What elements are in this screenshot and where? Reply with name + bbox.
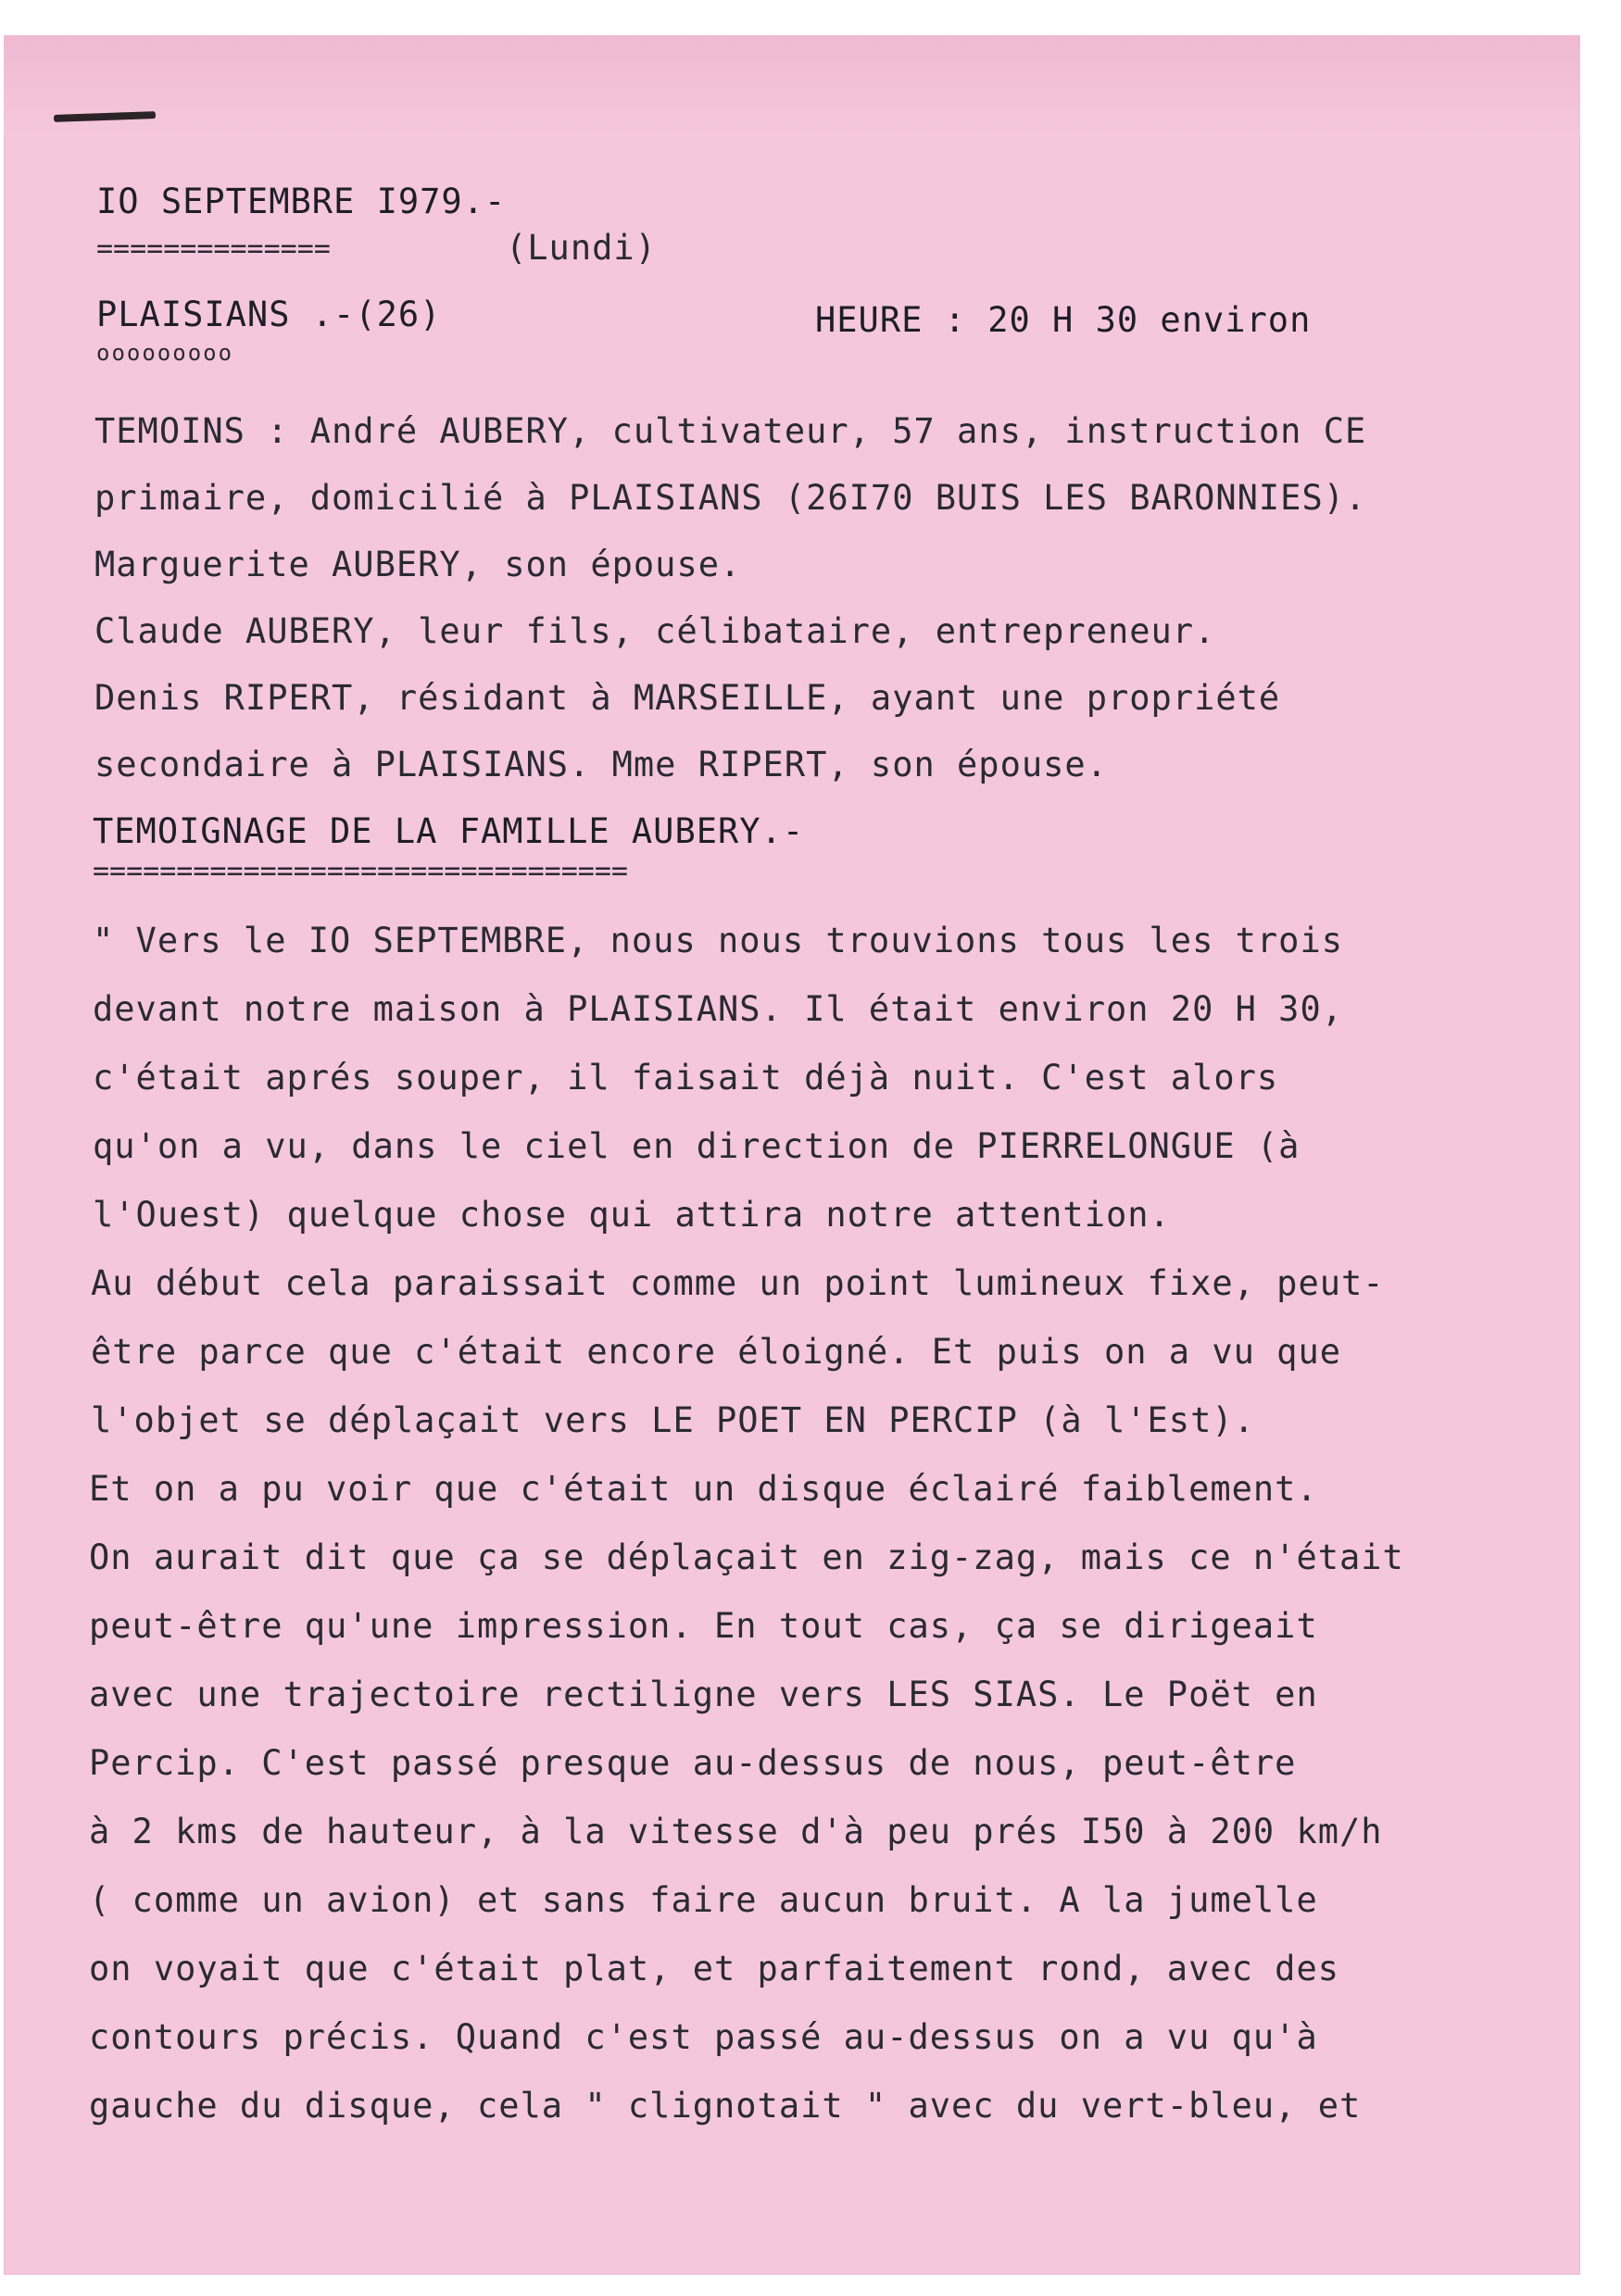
testimony-line: Percip. C'est passé presque au-dessus de nous, peut-être — [89, 1743, 1297, 1783]
report-time: HEURE : 20 H 30 environ — [815, 300, 1312, 340]
report-date: IO SEPTEMBRE I979.- — [96, 182, 507, 221]
witness-line: Denis RIPERT, résidant à MARSEILLE, ayant une propriété — [94, 678, 1281, 718]
testimony-line: c'était aprés souper, il faisait déjà nuit. C'est alors — [93, 1058, 1279, 1098]
witness-line: Marguerite AUBERY, son épouse. — [94, 545, 742, 584]
witness-line: TEMOINS : André AUBERY, cultivateur, 57 ans, instruction CE — [94, 411, 1367, 451]
testimony-line: contours précis. Quand c'est passé au-dessus on a vu qu'à — [89, 2017, 1318, 2057]
testimony-line: On aurait dit que ça se déplaçait en zig-zag, mais ce n'était — [89, 1537, 1404, 1577]
witness-line: secondaire à PLAISIANS. Mme RIPERT, son épouse. — [94, 745, 1108, 784]
testimony-line: on voyait que c'était plat, et parfaitement rond, avec des — [89, 1949, 1340, 1989]
date-underline: ============== — [96, 235, 331, 263]
testimony-line: peut-être qu'une impression. En tout cas, ça se dirigeait — [89, 1606, 1318, 1646]
testimony-heading: TEMOIGNAGE DE LA FAMILLE AUBERY.- — [93, 811, 805, 851]
testimony-line: devant notre maison à PLAISIANS. Il était environ 20 H 30, — [93, 989, 1344, 1029]
witness-line: primaire, domicilié à PLAISIANS (26I70 BUIS LES BARONNIES). — [94, 478, 1367, 518]
testimony-line: ( comme un avion) et sans faire aucun bruit. A la jumelle — [89, 1880, 1318, 1920]
testimony-line: à 2 kms de hauteur, à la vitesse d'à peu prés I50 à 200 km/h — [89, 1812, 1383, 1851]
testimony-line: qu'on a vu, dans le ciel en direction de PIERRELONGUE (à — [93, 1126, 1301, 1166]
testimony-line: l'Ouest) quelque chose qui attira notre attention. — [93, 1195, 1171, 1235]
witness-line: Claude AUBERY, leur fils, célibataire, entrepreneur. — [94, 611, 1216, 651]
testimony-line: l'objet se déplaçait vers LE POET EN PERCIP (à l'Est). — [91, 1400, 1255, 1440]
testimony-line: Au début cela paraissait comme un point lumineux fixe, peut- — [91, 1263, 1385, 1303]
testimony-line: gauche du disque, cela " clignotait " avec du vert-bleu, et — [89, 2086, 1362, 2126]
testimony-line: Et on a pu voir que c'était un disque éclairé faiblement. — [89, 1469, 1318, 1509]
testimony-heading-underline: ================================ — [93, 858, 628, 885]
testimony-line: " Vers le IO SEPTEMBRE, nous nous trouvions tous les trois — [93, 921, 1344, 960]
report-weekday: (Lundi) — [506, 228, 657, 268]
report-place: PLAISIANS .-(26) — [96, 295, 442, 334]
place-underline: ooooooooo — [96, 340, 234, 366]
testimony-line: avec une trajectoire rectiligne vers LES SIAS. Le Poët en — [89, 1675, 1318, 1714]
testimony-line: être parce que c'était encore éloigné. Et puis on a vu que — [91, 1332, 1342, 1372]
